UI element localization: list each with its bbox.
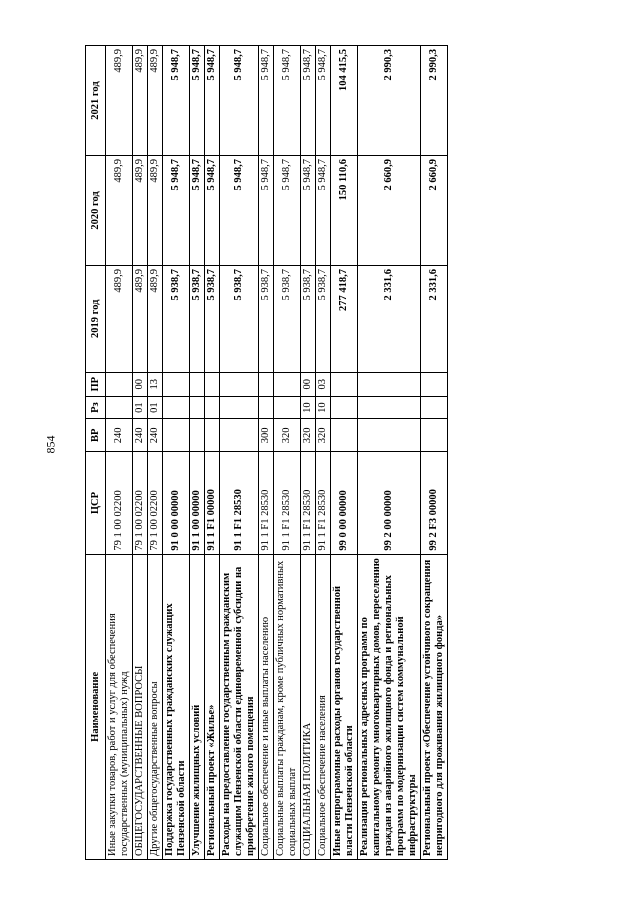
cell-rz xyxy=(205,396,220,418)
cell-vr xyxy=(358,419,421,452)
cell-rz xyxy=(259,396,274,418)
cell-csr: 99 2 F3 00000 xyxy=(421,452,448,554)
cell-rz xyxy=(274,396,301,418)
cell-name: Другие общегосударственные вопросы xyxy=(148,554,163,859)
cell-csr: 91 1 00 00000 xyxy=(190,452,205,554)
cell-csr: 91 1 F1 28530 xyxy=(301,452,316,554)
cell-csr: 79 1 00 02200 xyxy=(106,452,133,554)
cell-rz xyxy=(163,396,190,418)
header-rz: Рз xyxy=(86,396,106,418)
cell-2019: 5 938,7 xyxy=(163,265,190,372)
rotated-table-frame xyxy=(85,45,560,860)
header-name: Наименование xyxy=(86,554,106,859)
cell-2021: 489,9 xyxy=(106,46,133,156)
table-row xyxy=(331,46,358,860)
cell-vr: 300 xyxy=(259,419,274,452)
cell-vr xyxy=(190,419,205,452)
cell-name: СОЦИАЛЬНАЯ ПОЛИТИКА xyxy=(301,554,316,859)
cell-2020: 489,9 xyxy=(148,156,163,266)
table-body xyxy=(106,46,448,860)
cell-pr xyxy=(358,372,421,396)
cell-pr xyxy=(205,372,220,396)
table-row xyxy=(220,46,259,860)
cell-vr: 320 xyxy=(274,419,301,452)
header-csr: ЦСР xyxy=(86,452,106,554)
cell-2019: 489,9 xyxy=(148,265,163,372)
cell-vr: 240 xyxy=(133,419,148,452)
cell-2020: 5 948,7 xyxy=(274,156,301,266)
cell-2020: 489,9 xyxy=(106,156,133,266)
table-row xyxy=(205,46,220,860)
cell-2020: 5 948,7 xyxy=(190,156,205,266)
cell-name: Расходы на предоставление государственным гражданским служащим Пензенской области единовременной субсидии на приобретение жилого помещения xyxy=(220,554,259,859)
cell-2021: 489,9 xyxy=(148,46,163,156)
cell-2019: 277 418,7 xyxy=(331,265,358,372)
cell-2019: 2 331,6 xyxy=(358,265,421,372)
cell-2021: 5 948,7 xyxy=(259,46,274,156)
cell-csr: 91 1 F1 28530 xyxy=(220,452,259,554)
cell-csr: 99 2 00 00000 xyxy=(358,452,421,554)
header-vr: ВР xyxy=(86,419,106,452)
table-row xyxy=(106,46,133,860)
cell-name: Иные непрограммные расходы органов государственной власти Пензенской области xyxy=(331,554,358,859)
cell-2019: 489,9 xyxy=(133,265,148,372)
page-number: 854 xyxy=(43,435,58,454)
header-row xyxy=(86,46,106,860)
table-row xyxy=(358,46,421,860)
cell-2021: 104 415,5 xyxy=(331,46,358,156)
header-pr: ПР xyxy=(86,372,106,396)
cell-2020: 5 948,7 xyxy=(220,156,259,266)
cell-pr xyxy=(190,372,205,396)
cell-2021: 5 948,7 xyxy=(190,46,205,156)
cell-vr: 240 xyxy=(148,419,163,452)
cell-rz: 01 xyxy=(148,396,163,418)
cell-vr: 320 xyxy=(301,419,316,452)
cell-pr: 00 xyxy=(133,372,148,396)
cell-2021: 489,9 xyxy=(133,46,148,156)
cell-2021: 5 948,7 xyxy=(274,46,301,156)
cell-pr xyxy=(220,372,259,396)
cell-2021: 2 990,3 xyxy=(358,46,421,156)
cell-name: Иные закупки товаров, работ и услуг для обеспечения государственных (муниципальных) нужд xyxy=(106,554,133,859)
cell-pr xyxy=(274,372,301,396)
cell-name: Реализация региональных адресных программ по капитальному ремонту многоквартирных домов, переселению граждан из аварийного жилищного фонда и региональных программ по модернизации систем коммунальной инфраструктуры xyxy=(358,554,421,859)
cell-2021: 5 948,7 xyxy=(316,46,331,156)
cell-2020: 5 948,7 xyxy=(259,156,274,266)
cell-rz xyxy=(331,396,358,418)
cell-pr: 00 xyxy=(301,372,316,396)
cell-name: Улучшение жилищных условий xyxy=(190,554,205,859)
cell-pr: 13 xyxy=(148,372,163,396)
cell-vr xyxy=(331,419,358,452)
cell-vr: 240 xyxy=(106,419,133,452)
cell-vr: 320 xyxy=(316,419,331,452)
cell-vr xyxy=(163,419,190,452)
cell-2021: 2 990,3 xyxy=(421,46,448,156)
cell-2020: 489,9 xyxy=(133,156,148,266)
cell-csr: 99 0 00 00000 xyxy=(331,452,358,554)
cell-2020: 2 660,9 xyxy=(421,156,448,266)
cell-name: ОБЩЕГОСУДАРСТВЕННЫЕ ВОПРОСЫ xyxy=(133,554,148,859)
cell-2021: 5 948,7 xyxy=(301,46,316,156)
cell-pr xyxy=(331,372,358,396)
cell-rz xyxy=(190,396,205,418)
cell-csr: 79 1 00 02200 xyxy=(133,452,148,554)
cell-csr: 79 1 00 02200 xyxy=(148,452,163,554)
cell-name: Социальное обеспечение населения xyxy=(316,554,331,859)
budget-table xyxy=(85,45,448,860)
cell-name: Социальное обеспечение и иные выплаты населению xyxy=(259,554,274,859)
cell-name: Социальные выплаты гражданам, кроме публичных нормативных социальных выплат xyxy=(274,554,301,859)
cell-rz: 01 xyxy=(133,396,148,418)
cell-2021: 5 948,7 xyxy=(205,46,220,156)
cell-2020: 5 948,7 xyxy=(163,156,190,266)
cell-2019: 2 331,6 xyxy=(421,265,448,372)
cell-pr xyxy=(259,372,274,396)
cell-2020: 5 948,7 xyxy=(205,156,220,266)
cell-rz xyxy=(220,396,259,418)
table-row xyxy=(190,46,205,860)
cell-2019: 5 938,7 xyxy=(316,265,331,372)
cell-pr xyxy=(163,372,190,396)
cell-vr xyxy=(220,419,259,452)
cell-rz xyxy=(106,396,133,418)
cell-2019: 5 938,7 xyxy=(274,265,301,372)
cell-vr xyxy=(205,419,220,452)
cell-pr: 03 xyxy=(316,372,331,396)
cell-2019: 5 938,7 xyxy=(190,265,205,372)
table-row xyxy=(421,46,448,860)
cell-rz xyxy=(421,396,448,418)
cell-rz: 10 xyxy=(316,396,331,418)
cell-2019: 5 938,7 xyxy=(220,265,259,372)
table-row xyxy=(259,46,274,860)
table-row xyxy=(133,46,148,860)
cell-2019: 489,9 xyxy=(106,265,133,372)
cell-2020: 5 948,7 xyxy=(316,156,331,266)
cell-2019: 5 938,7 xyxy=(301,265,316,372)
header-2021: 2021 год xyxy=(86,46,106,156)
cell-csr: 91 0 00 00000 xyxy=(163,452,190,554)
cell-csr: 91 1 F1 28530 xyxy=(316,452,331,554)
cell-rz: 10 xyxy=(301,396,316,418)
table-row xyxy=(301,46,316,860)
cell-csr: 91 1 F1 00000 xyxy=(205,452,220,554)
cell-pr xyxy=(106,372,133,396)
cell-2019: 5 938,7 xyxy=(259,265,274,372)
table-row xyxy=(148,46,163,860)
table-row xyxy=(274,46,301,860)
cell-2020: 2 660,9 xyxy=(358,156,421,266)
cell-2021: 5 948,7 xyxy=(220,46,259,156)
cell-2019: 5 938,7 xyxy=(205,265,220,372)
landscape-table-container xyxy=(85,45,560,860)
table-row xyxy=(163,46,190,860)
cell-name: Региональный проект «Обеспечение устойчивого сокращения непригодного для проживания жилищного фонда» xyxy=(421,554,448,859)
cell-csr: 91 1 F1 28530 xyxy=(274,452,301,554)
header-2019: 2019 год xyxy=(86,265,106,372)
table-row xyxy=(316,46,331,860)
header-2020: 2020 год xyxy=(86,156,106,266)
cell-rz xyxy=(358,396,421,418)
cell-name: Поддержка государственных гражданских служащих Пензенской области xyxy=(163,554,190,859)
cell-name: Региональный проект «Жилье» xyxy=(205,554,220,859)
cell-vr xyxy=(421,419,448,452)
cell-pr xyxy=(421,372,448,396)
cell-2020: 150 110,6 xyxy=(331,156,358,266)
cell-2020: 5 948,7 xyxy=(301,156,316,266)
cell-csr: 91 1 F1 28530 xyxy=(259,452,274,554)
cell-2021: 5 948,7 xyxy=(163,46,190,156)
